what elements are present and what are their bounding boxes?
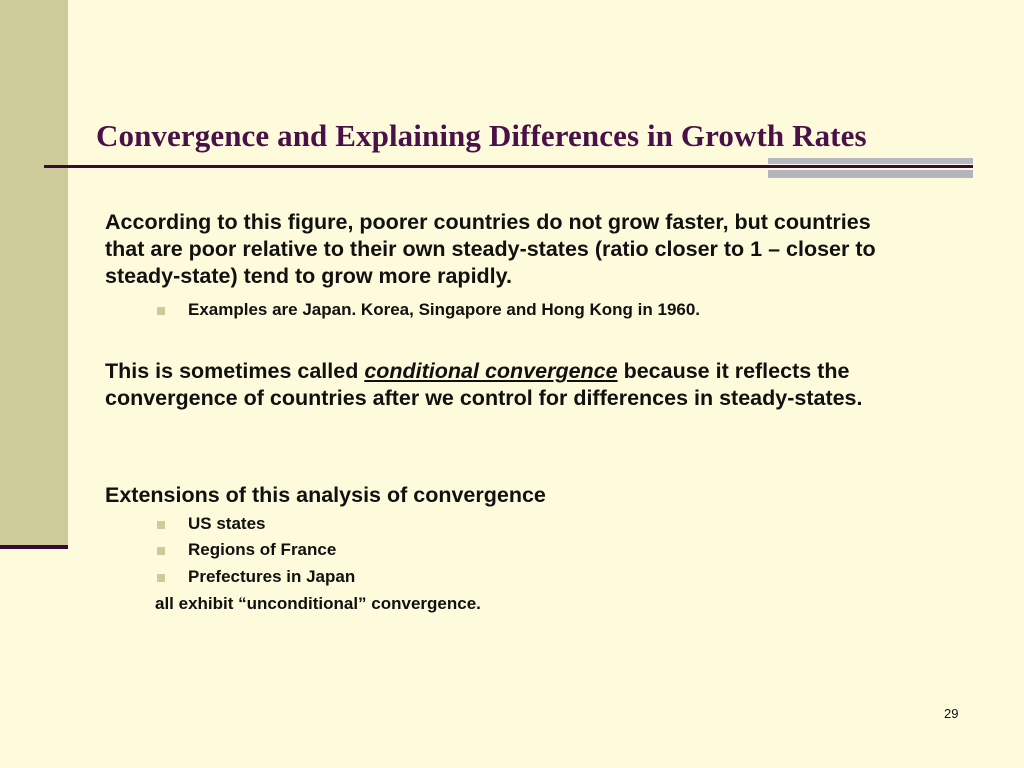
page-number: 29 [944,706,959,721]
decorative-grey-bar-bottom [768,170,973,178]
list-item: Prefectures in Japan [188,567,356,586]
conditional-convergence-term: conditional convergence [364,359,618,383]
paragraph-convergence-figure: According to this figure, poorer countries do not grow faster, but countries that are poor relative to their own steady-states (ratio closer to 1 – closer to steady-state) tend to grow more rapidly. [105,210,876,288]
title-underline [44,165,973,168]
paragraph2-suffix: because it reflects the convergence of countries after we control for differences in steady-states. [105,359,863,410]
decorative-grey-bar-top [768,158,973,164]
square-bullet-icon [157,547,165,555]
square-bullet-icon [157,307,165,315]
square-bullet-icon [157,574,165,582]
paragraph2-prefix: This is sometimes called [105,359,365,383]
square-bullet-icon [157,521,165,529]
examples-bullet: Examples are Japan. Korea, Singapore and Hong Kong in 1960. [188,300,701,319]
list-item: US states [188,514,266,533]
list-item: Regions of France [188,540,337,559]
slide-title: Convergence and Explaining Differences in Growth Rates [96,118,867,153]
left-band-rule [0,545,68,549]
paragraph-conditional-convergence [105,358,965,412]
unconditional-convergence-note: all exhibit “unconditional” convergence. [155,594,481,613]
paragraph-extensions: Extensions of this analysis of convergence [105,483,546,507]
left-decorative-band [0,0,68,547]
